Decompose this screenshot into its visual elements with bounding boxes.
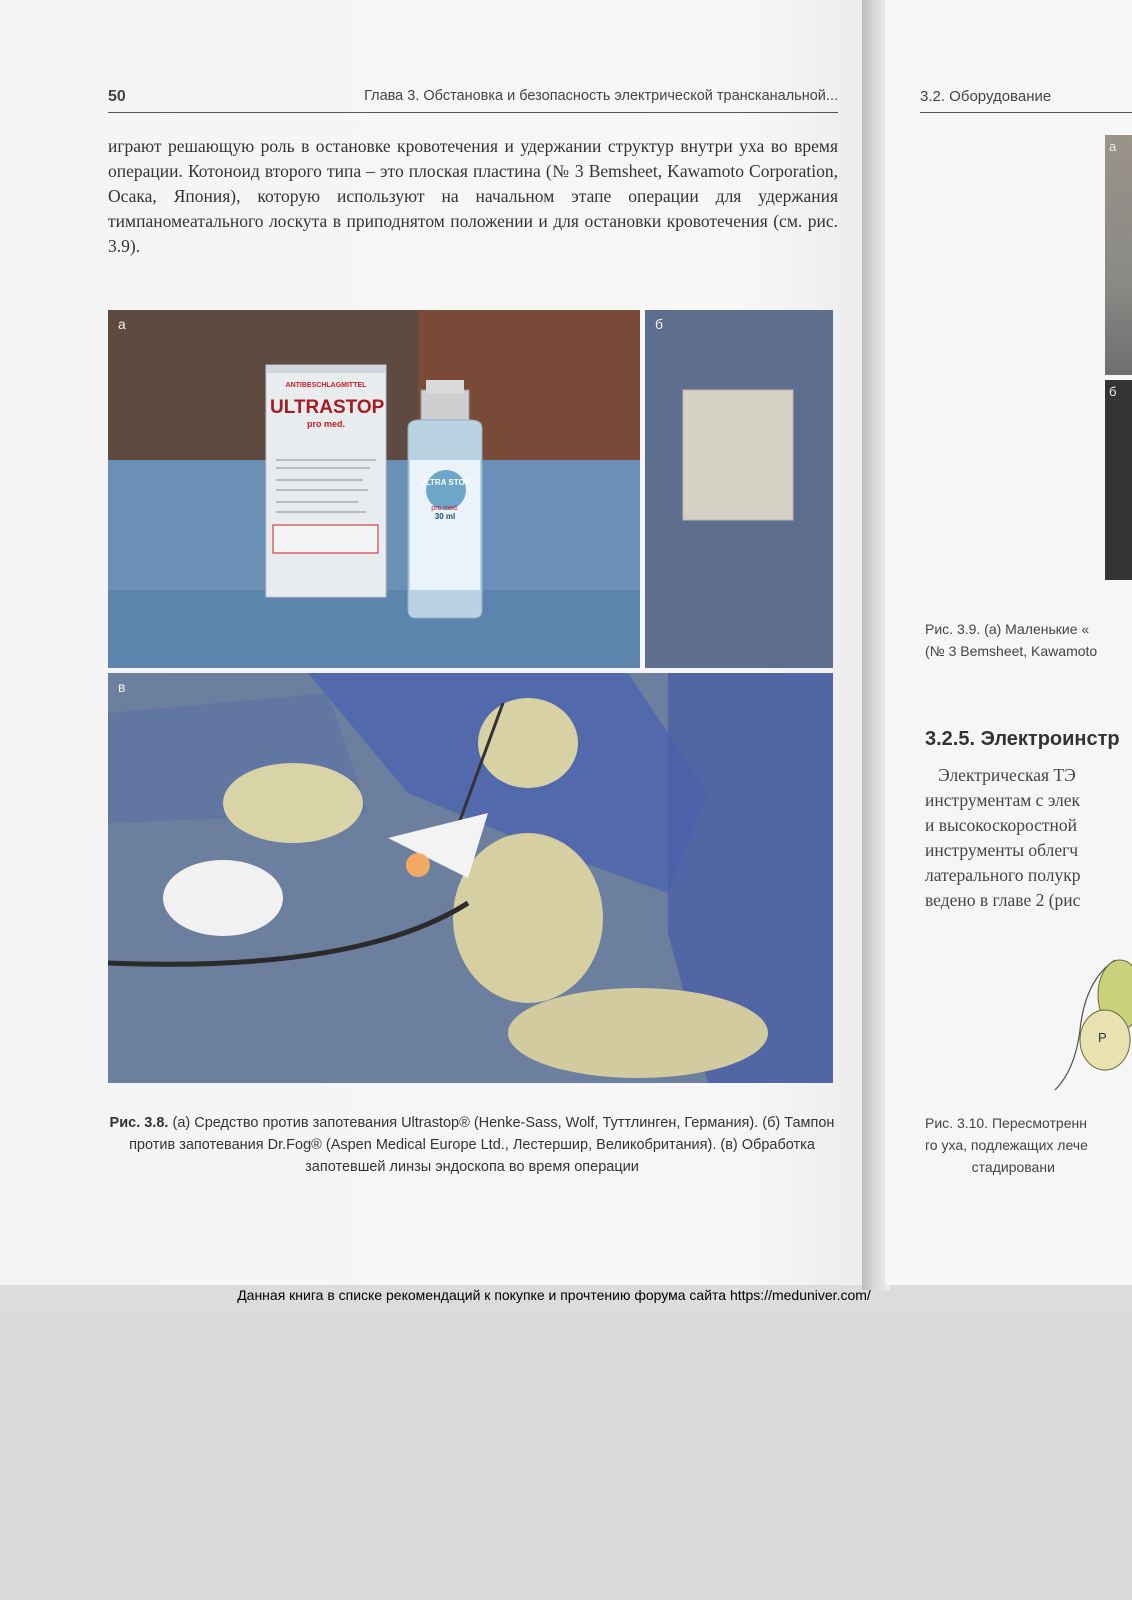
ear-diagram [1045,950,1132,1100]
right-panel-letter-b: б [1109,384,1117,399]
footer-note: Данная книга в списке рекомендаций к покупке и прочтению форума сайта https://meduniver.com/ [237,1287,871,1303]
panel-letter-b: б [655,316,664,332]
bottle-brand: ULTRA STOP [419,478,471,487]
figure-3-9-panel-b [1105,380,1132,580]
body-paragraph: играют решающую роль в остановке кровотечения и удержании структур внутри уха во время операции. Котоноид второго типа – это плоская пластина (№ 3 Bemsheet, Kawamoto Corporation, Осака, Япония), которую используют на начальном этапе операции для удержания тимпаномеатального лоскута в приподнятом положении и для остановки кровотечения (см. рис. 3.9). [108,136,838,256]
figure-3-8-panel-a [108,310,640,668]
right-section-title: 3.2. Оборудование [920,88,1052,105]
right-running-header [920,86,1132,113]
page-number: 50 [108,88,126,105]
ultrastop-box-label [270,382,385,429]
figure-3-9-panel-a [1105,135,1132,375]
bottle-volume: 30 ml [434,512,456,521]
caption-label: Рис. 3.8. [109,1115,169,1131]
figure-3-10-caption: Рис. 3.10. Пересмотренн го уха, подлежащих лече стадировани [925,1115,1088,1175]
right-body-paragraph: Электрическая ТЭ инструментам с элек и высокоскоростной инструменты облегч латерального полукр ведено в главе 2 (рис [925,765,1081,910]
figure-3-9-caption: Рис. 3.9. (а) Маленькие « (№ 3 Bemsheet, Kawamoto [925,621,1098,659]
box-sub: pro med. [306,419,345,429]
operation-photo [108,673,833,1083]
diagram-label-p: P [1098,1030,1107,1045]
figure-3-8-panel-c [108,673,833,1083]
caption-text: (а) Средство против запотевания Ultrastop® (Henke-Sass, Wolf, Туттлинген, Германия). (б) Тампон против запотевания Dr.Fog® (Aspen Medical Europe Ltd., Лестершир, Великобритания). (в) Обработка запотевшей линзы эндоскопа во время операции [129,1115,835,1175]
running-header [108,86,838,113]
ultrastop-photo [108,310,640,668]
panel-letter-c: в [118,679,126,695]
figure-3-10-diagram [1045,950,1132,1100]
chapter-title: Глава 3. Обстановка и безопасность электрической трансканальной... [364,88,838,104]
figure-caption [108,1112,836,1178]
box-label-top: ANTIBESCHLAGMITTEL [285,382,367,389]
right-page [885,0,1132,1285]
panel-letter-a: а [118,316,126,332]
right-panel-letter-a: а [1109,139,1117,154]
bottle-sub: pro med. [431,505,459,512]
figure-3-8-panel-b [645,310,833,668]
bottle-label [410,478,480,521]
box-brand: ULTRASTOP [270,397,385,418]
drfog-sponge-photo [645,310,833,668]
section-heading: 3.2.5. Электроинстр [925,728,1120,750]
